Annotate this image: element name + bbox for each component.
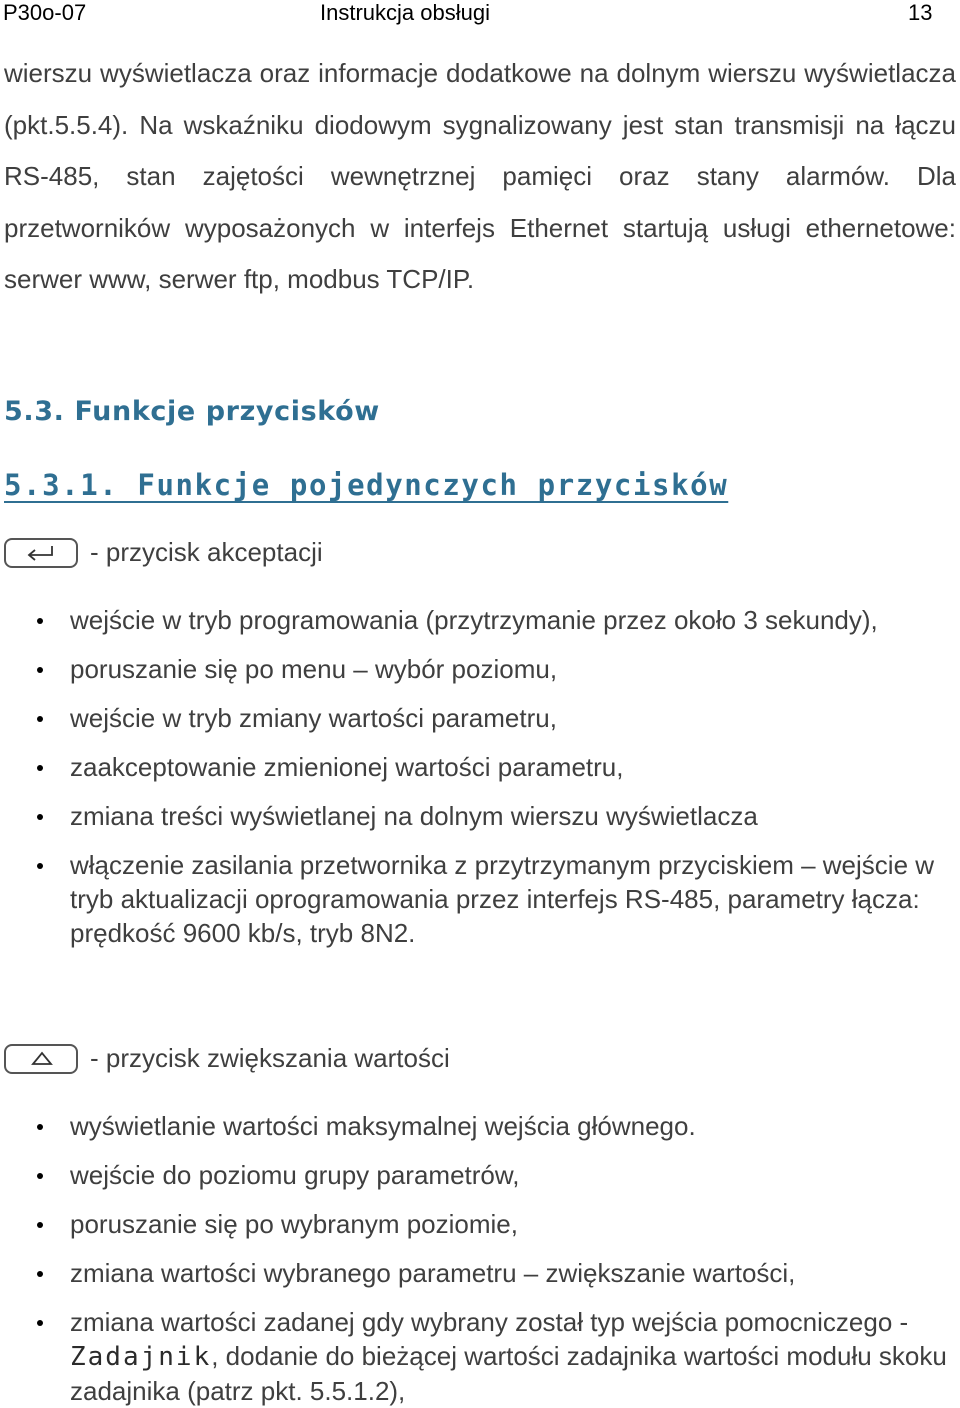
enter-key-icon <box>4 538 78 568</box>
list-item: wejście do poziomu grupy parametrów, <box>0 1158 960 1192</box>
list-item: poruszanie się po menu – wybór poziomu, <box>0 652 960 686</box>
enter-key-functions <box>0 603 960 950</box>
list-item: włączenie zasilania przetwornika z przytrzymanym przyciskiem – wejście w tryb aktualizacji oprogramowania przez interfejs RS-485, parametry łącza: prędkość 9600 kb/s, tryb 8N2. <box>0 848 960 950</box>
document-code: P30o-07 <box>3 0 87 25</box>
intro-paragraph: wierszu wyświetlacza oraz informacje dodatkowe na dolnym wierszu wyświetlacza (pkt.5.5.4). Na wskaźniku diodowym sygnalizowany jest stan transmisji na łączu RS-485, stan zajętości wewnętrznej pamięci oraz stany alarmów. Dla przetworników wyposażonych w interfejs Ethernet startują usługi ethernetowe: serwer www, serwer ftp, modbus TCP/IP. <box>4 58 956 294</box>
enter-key-description: - przycisk akceptacji <box>90 537 323 567</box>
list-item-text: zmiana wartości zadanej gdy wybrany został typ wejścia pomocniczego - <box>70 1307 909 1337</box>
list-item: zmiana treści wyświetlanej na dolnym wierszu wyświetlacza <box>0 799 960 833</box>
list-item: zmiana wartości wybranego parametru – zwiększanie wartości, <box>0 1256 960 1290</box>
document-title: Instrukcja obsługi <box>320 0 490 25</box>
list-item: wyświetlanie wartości maksymalnej wejścia głównego. <box>0 1109 960 1143</box>
display-text-zadajnik: Zadajnik <box>70 1342 212 1372</box>
enter-key-row <box>4 537 323 568</box>
section-heading: 5.3. Funkcje przycisków <box>4 396 380 427</box>
up-key-row <box>4 1043 450 1074</box>
list-item: wejście w tryb programowania (przytrzymanie przez około 3 sekundy), <box>0 603 960 637</box>
list-item: zaakceptowanie zmienionej wartości parametru, <box>0 750 960 784</box>
list-item: poruszanie się po wybranym poziomie, <box>0 1207 960 1241</box>
up-arrow-key-icon <box>4 1044 78 1074</box>
list-item: wejście w tryb zmiany wartości parametru, <box>0 701 960 735</box>
page-header <box>0 0 960 28</box>
up-key-functions <box>0 1109 960 1408</box>
list-item <box>0 1305 960 1408</box>
subsection-heading: 5.3.1. Funkcje pojedynczych przycisków <box>4 468 729 502</box>
list-item-text: , dodanie do bieżącej wartości zadajnika wartości modułu skoku zadajnika (patrz pkt. 5.5.1.2), <box>70 1341 947 1406</box>
page-number: 13 <box>908 0 933 25</box>
up-key-description: - przycisk zwiększania wartości <box>90 1043 450 1073</box>
